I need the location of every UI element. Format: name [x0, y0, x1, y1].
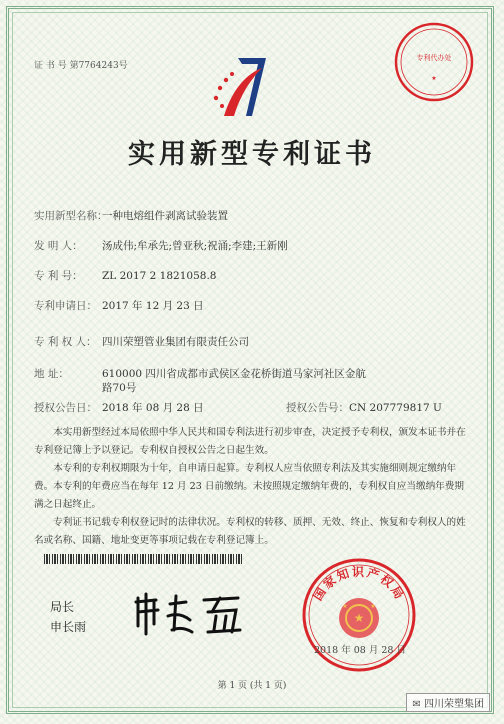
- paragraph-legal-status: 专利证书记载专利权登记时的法律状况。专利权的转移、质押、无效、终止、恢复和专利权人的姓名或名称、国籍、地址变更等事项记载在专利登记簿上。: [34, 517, 466, 546]
- field-value: 汤成伟;牟承先;曾亚秋;祝涌;李建;王新刚: [102, 240, 288, 252]
- director-title: 局长: [50, 600, 75, 614]
- agency-seal-icon: [392, 20, 476, 104]
- svg-text:★: ★: [353, 611, 365, 625]
- director-name: 申长雨: [50, 620, 87, 634]
- field-value: 2017 年 12 月 23 日: [102, 300, 204, 312]
- field-value: 2018 年 08 月 28 日: [102, 402, 204, 414]
- field-label: 发 明 人：: [34, 240, 83, 252]
- page-number: 第 1 页 (共 1 页): [217, 681, 287, 691]
- svg-text:★: ★: [342, 603, 348, 610]
- svg-text:专利代办处: 专利代办处: [416, 54, 452, 62]
- paragraph-term: 本专利的专利权期限为十年，自申请日起算。专利权人应当依照专利法及其实施细则规定缴纳年费。本专利的年费应当在每年 12 月 23 日前缴纳。未按照规定缴纳年费的，专利权自应当缴纳年费期满之日起终止。: [34, 463, 464, 510]
- chat-bubble-icon: ✉: [412, 699, 421, 710]
- field-utility-model-name: [34, 208, 228, 223]
- seal-date: 2018 年 08 月 28 日: [314, 645, 406, 656]
- field-address: [34, 366, 366, 381]
- field-grant-date: [34, 400, 204, 415]
- svg-text:国家知识产权局: 国家知识产权局: [310, 565, 408, 603]
- field-inventors: [34, 238, 288, 253]
- field-label: 实用新型名称：: [34, 210, 108, 222]
- field-patent-number: [34, 268, 216, 283]
- field-label: 专 利 权 人：: [34, 336, 97, 348]
- field-label: 授权公告日：: [34, 402, 97, 414]
- watermark-text: 四川荣塑集团: [424, 699, 484, 710]
- field-label: 授权公告号：: [286, 402, 349, 414]
- patent-office-logo-icon: [206, 50, 280, 124]
- certificate-number: 证 书 号 第7764243号: [34, 61, 128, 71]
- address-line-2: 路70号: [102, 382, 137, 394]
- national-ip-office-seal-icon: [300, 556, 418, 674]
- paragraph-grant-decision: 本实用新型经过本局依照中华人民共和国专利法进行初步审查，决定授予专利权，颁发本证书并在专利登记簿上予以登记。专利权自授权公告之日起生效。: [34, 427, 466, 456]
- field-value: CN 207779817 U: [349, 402, 442, 414]
- watermark: [406, 693, 490, 712]
- field-application-date: [34, 298, 204, 313]
- svg-text:★: ★: [370, 603, 376, 610]
- field-label: 专 利 号：: [34, 270, 83, 282]
- field-value: ZL 2017 2 1821058.8: [102, 270, 217, 282]
- address-line-1: 610000 四川省成都市武侯区金花桥街道马家河社区金航: [102, 368, 366, 380]
- field-grant-number: [286, 400, 442, 415]
- certificate-title: 实用新型专利证书: [128, 139, 376, 170]
- svg-text:★: ★: [431, 75, 437, 82]
- field-value: 四川荣塑管业集团有限责任公司: [102, 336, 249, 348]
- barcode: [44, 554, 244, 564]
- field-patentee: [34, 334, 249, 349]
- field-label: 地 址：: [34, 368, 69, 380]
- field-value: 一种电熔组件剥离试验装置: [102, 210, 228, 222]
- director-signature-icon: [128, 590, 248, 636]
- field-label: 专利申请日：: [34, 300, 97, 312]
